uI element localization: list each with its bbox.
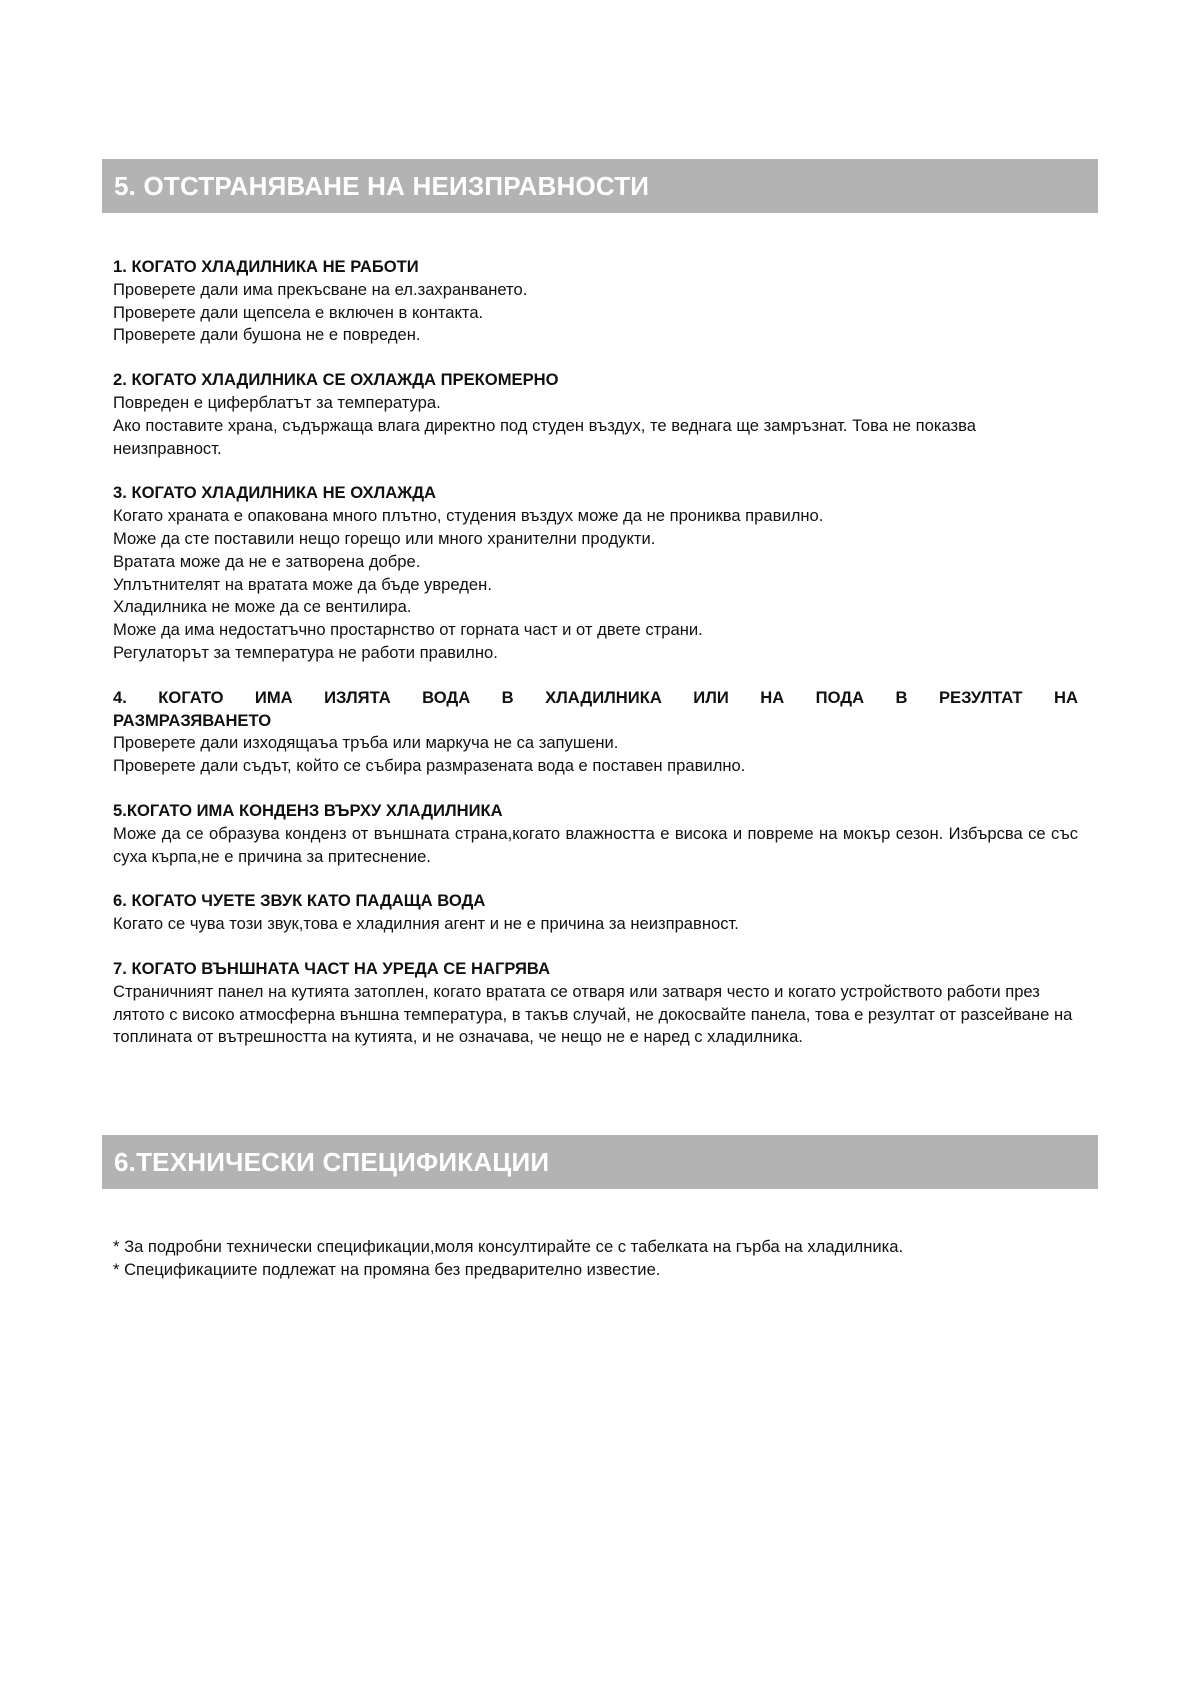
issue-water-sound — [113, 890, 1078, 936]
issue-title: 7. КОГАТО ВЪНШНАТА ЧАСТ НА УРЕДА СЕ НАГРЯВА — [113, 958, 551, 978]
issue-line: Повреден е циферблатът за температура. — [113, 392, 441, 412]
issue-title: 1. КОГАТО ХЛАДИЛНИКА НЕ РАБОТИ — [113, 257, 419, 276]
issue-condensation — [113, 800, 1078, 868]
issue-title: 5.КОГАТО ИМА КОНДЕНЗ ВЪРХУ ХЛАДИЛНИКА — [113, 800, 503, 820]
issue-line: Може да се образува конденз от външната страна,когато влажността е висока и повреме на мокър сезон. Избърсва се със суха кърпа,не е причина за притеснение. — [113, 823, 1078, 866]
issue-line: Проверете дали има прекъсване на ел.захранването. — [113, 279, 528, 299]
issue-line: Когато се чува този звук,това е хладилния агент и не е причина за неизправност. — [113, 914, 739, 934]
issue-line: Може да има недостатъчно простарнство от горната част и от двете страни. — [113, 620, 703, 640]
spec-note: * Спецификациите подлежат на промяна без предварително известие. — [113, 1259, 661, 1279]
issue-line: Уплътнителят на вратата може да бъде увреден. — [113, 574, 492, 594]
troubleshooting-content — [113, 256, 1078, 1071]
issue-line: Ако поставите храна, съдържаща влага директно под студен въздух, те веднага ще замръзнат. Това не показва неизправност. — [113, 415, 976, 458]
issue-line: Проверете дали съдът, който се събира размразената вода е поставен правилно. — [113, 756, 746, 776]
issue-not-working — [113, 256, 1078, 347]
issue-line: Страничният панел на кутията затоплен, когато вратата се отваря или затваря често и когато устройството работи през лятото с високо атмосферна външна температура, в такъв случай, не докосвайте панела, това е резултат от разсейване на топлината от вътрешността на кутията, и не означава, че нещо не е наред с хладилника. — [113, 981, 1073, 1047]
issue-water-leak — [113, 687, 1078, 778]
issue-line: Може да сте поставили нещо горещо или много хранителни продукти. — [113, 528, 656, 548]
issue-line: Проверете дали бушона не е повреден. — [113, 325, 421, 345]
issue-title: 2. КОГАТО ХЛАДИЛНИКА СЕ ОХЛАЖДА ПРЕКОМЕРНО — [113, 370, 559, 390]
specifications-content — [113, 1236, 1078, 1282]
section-heading-specifications — [102, 1135, 1098, 1189]
section-heading-troubleshooting — [102, 159, 1098, 213]
spec-note: * За подробни технически спецификации,моля консултирайте се с табелката на гърба на хладилника. — [113, 1237, 904, 1256]
issue-line: Проверете дали щепсела е включен в контакта. — [113, 302, 484, 322]
issue-line: Когато храната е опакована много плътно, студения въздух може да не прониква правилно. — [113, 506, 824, 526]
section-heading-text: 5. ОТСТРАНЯВАНЕ НА НЕИЗПРАВНОСТИ — [114, 170, 650, 201]
issue-not-cooling — [113, 482, 1078, 664]
issue-line: Хладилника не може да се вентилира. — [113, 597, 412, 617]
issue-exterior-heating — [113, 958, 1078, 1049]
issue-title: 3. КОГАТО ХЛАДИЛНИКА НЕ ОХЛАЖДА — [113, 483, 437, 503]
issue-line: Регулаторът за температура не работи правилно. — [113, 642, 498, 662]
issue-title-continuation: РАЗМРАЗЯВАНЕТО — [113, 710, 272, 730]
issue-title: 6. КОГАТО ЧУЕТЕ ЗВУК КАТО ПАДАЩА ВОДА — [113, 891, 486, 911]
issue-line: Проверете дали изходящаъа тръба или маркуча не са запушени. — [113, 733, 619, 753]
issue-overcooling — [113, 369, 1078, 460]
issue-title: 4. КОГАТО ИМА ИЗЛЯТА ВОДА В ХЛАДИЛНИКА ИЛИ НА ПОДА В РЕЗУЛТАТ НА — [113, 687, 1078, 707]
section-heading-text: 6.ТЕХНИЧЕСКИ СПЕЦИФИКАЦИИ — [114, 1146, 550, 1177]
issue-line: Вратата може да не е затворена добре. — [113, 551, 421, 571]
